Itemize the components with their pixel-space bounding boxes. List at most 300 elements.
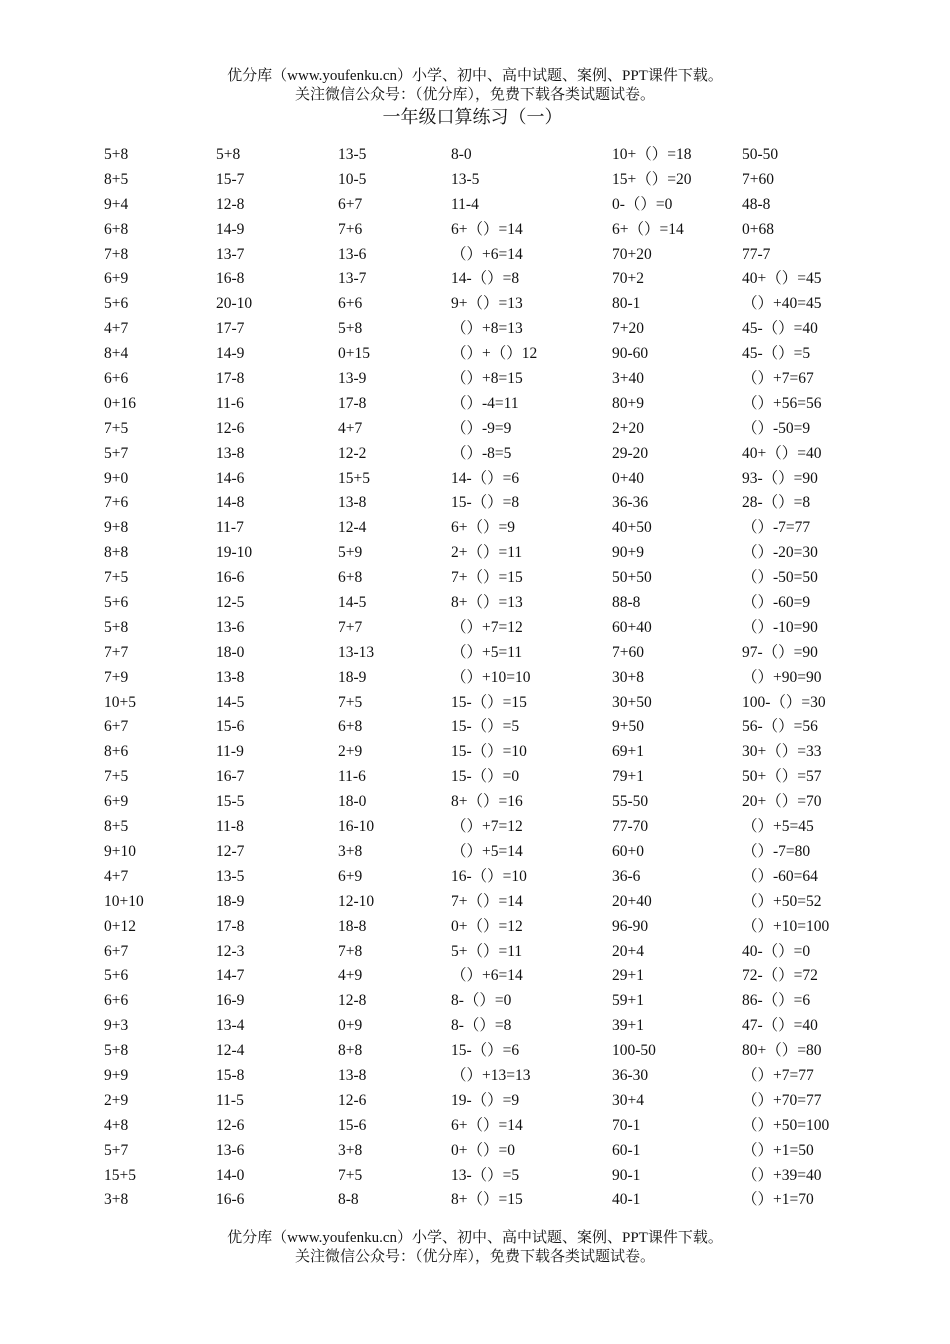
exercise-item: 8-（）=8 — [451, 1017, 512, 1035]
exercise-item: （）+39=40 — [742, 1166, 822, 1184]
exercise-item: 5+6 — [104, 295, 129, 313]
exercise-row — [0, 767, 950, 792]
exercise-item: 39+1 — [612, 1017, 644, 1035]
exercise-item: 18-8 — [338, 917, 367, 935]
exercise-item: 7+5 — [104, 768, 129, 786]
exercise-item: 28-（）=8 — [742, 494, 811, 512]
exercise-row — [0, 966, 950, 991]
exercise-item: 13-6 — [338, 245, 367, 263]
exercise-item: 6+6 — [104, 992, 129, 1010]
exercise-item: 7+60 — [612, 643, 644, 661]
exercise-item: 0+40 — [612, 469, 644, 487]
exercise-item: 17-8 — [216, 370, 245, 388]
exercise-item: 90-60 — [612, 345, 649, 363]
exercise-item: 90-1 — [612, 1166, 641, 1184]
exercise-item: （）+7=67 — [742, 370, 814, 388]
exercise-item: 15+5 — [338, 469, 370, 487]
exercise-row — [0, 518, 950, 543]
exercise-item: 15-5 — [216, 793, 245, 811]
exercise-item: 20+40 — [612, 892, 652, 910]
exercise-item: 3+40 — [612, 370, 644, 388]
exercise-item: （）+13=13 — [451, 1066, 531, 1084]
exercise-item: 0+15 — [338, 345, 370, 363]
exercise-item: （）+5=45 — [742, 818, 814, 836]
exercise-item: 4+9 — [338, 967, 363, 985]
exercise-item: 4+7 — [338, 419, 363, 437]
exercise-item: 4+8 — [104, 1116, 129, 1134]
exercise-item: （）+1=70 — [742, 1191, 814, 1209]
exercise-item: 96-90 — [612, 917, 649, 935]
exercise-item: 6+7 — [104, 942, 129, 960]
exercise-item: 40-（）=0 — [742, 942, 811, 960]
exercise-item: 9+50 — [612, 718, 644, 736]
exercise-item: 15+（）=20 — [612, 170, 692, 188]
exercise-item: 30+8 — [612, 668, 644, 686]
exercise-item: 40+50 — [612, 519, 652, 537]
exercise-item: 80-1 — [612, 295, 641, 313]
exercise-item: 0+16 — [104, 394, 136, 412]
exercise-item: 2+9 — [104, 1091, 129, 1109]
exercise-row — [0, 717, 950, 742]
exercise-item: 7+9 — [104, 668, 129, 686]
exercise-item: 4+7 — [104, 320, 129, 338]
exercise-item: 16-6 — [216, 1191, 245, 1209]
exercise-row — [0, 892, 950, 917]
exercise-item: 5+8 — [104, 1042, 129, 1060]
exercise-item: 36-30 — [612, 1066, 649, 1084]
exercise-item: 29-20 — [612, 444, 649, 462]
exercise-item: 2+9 — [338, 743, 363, 761]
exercise-item: 0+68 — [742, 220, 774, 238]
exercise-item: 6+9 — [104, 270, 129, 288]
exercise-item: 17-7 — [216, 320, 245, 338]
exercise-item: 5+6 — [104, 594, 129, 612]
exercise-item: 0+9 — [338, 1017, 363, 1035]
exercise-item: 77-70 — [612, 818, 649, 836]
exercise-item: 6+8 — [338, 718, 363, 736]
exercise-item: 13-8 — [338, 494, 367, 512]
exercise-item: 5+8 — [104, 146, 129, 163]
exercise-item: 15-6 — [338, 1116, 367, 1134]
exercise-item: 8+4 — [104, 345, 129, 363]
exercise-item: （）+8=15 — [451, 370, 523, 388]
exercise-item: 12-8 — [216, 195, 245, 213]
exercise-row — [0, 1066, 950, 1091]
exercise-item: 2+（）=11 — [451, 544, 523, 562]
exercise-item: 11-8 — [216, 818, 244, 836]
exercise-item: 3+8 — [104, 1191, 129, 1209]
exercise-row — [0, 419, 950, 444]
exercise-item: 10-5 — [338, 170, 367, 188]
exercise-item: 14-8 — [216, 494, 245, 512]
exercise-item: （）+10=100 — [742, 917, 830, 935]
exercise-item: 50+50 — [612, 569, 652, 587]
exercise-item: 0-（）=0 — [612, 195, 673, 213]
exercise-item: 5+6 — [104, 967, 129, 985]
exercise-row — [0, 369, 950, 394]
exercise-item: 29+1 — [612, 967, 644, 985]
exercise-item: 30+（）=33 — [742, 743, 822, 761]
exercise-item: 6+9 — [338, 867, 363, 885]
exercise-row — [0, 493, 950, 518]
exercise-item: 20-10 — [216, 295, 253, 313]
exercise-item: （）+6=14 — [451, 967, 523, 985]
exercise-item: 8+8 — [104, 544, 129, 562]
exercise-item: 80+（）=80 — [742, 1042, 822, 1060]
exercise-item: 14-5 — [338, 594, 367, 612]
exercise-item: 3+8 — [338, 842, 363, 860]
exercise-item: 15-（）=8 — [451, 494, 520, 512]
exercise-item: 19-10 — [216, 544, 253, 562]
exercise-item: 6+8 — [338, 569, 363, 587]
exercise-item: 7+（）=14 — [451, 892, 523, 910]
exercise-item: 16-（）=10 — [451, 867, 527, 885]
exercise-item: （）+7=77 — [742, 1066, 814, 1084]
exercise-row — [0, 568, 950, 593]
exercise-item: 8+（）=16 — [451, 793, 523, 811]
exercise-row — [0, 867, 950, 892]
exercise-item: 13-5 — [338, 146, 367, 163]
exercise-item: 45-（）=5 — [742, 345, 811, 363]
exercise-item: 50-50 — [742, 146, 779, 163]
exercise-item: 13-8 — [216, 444, 245, 462]
exercise-row — [0, 817, 950, 842]
exercise-item: 16-8 — [216, 270, 245, 288]
exercise-item: 14-6 — [216, 469, 245, 487]
exercise-item: 4+7 — [104, 867, 129, 885]
exercise-item: 6+（）=9 — [451, 519, 515, 537]
exercise-item: 13-9 — [338, 370, 367, 388]
exercise-item: 7+（）=15 — [451, 569, 523, 587]
exercise-item: （）-7=80 — [742, 842, 811, 860]
exercise-item: 60+40 — [612, 618, 652, 636]
exercise-item: 93-（）=90 — [742, 469, 818, 487]
exercise-row — [0, 792, 950, 817]
exercise-item: （）-7=77 — [742, 519, 811, 537]
exercise-item: 15-（）=15 — [451, 693, 527, 711]
exercise-item: 16-9 — [216, 992, 245, 1010]
header-line-1: 优分库（www.youfenku.cn）小学、初中、高中试题、案例、PPT课件下载。 — [227, 68, 723, 84]
exercise-item: （）+70=77 — [742, 1091, 822, 1109]
exercise-item: （）+56=56 — [742, 394, 822, 412]
exercise-row — [0, 1141, 950, 1166]
exercise-item: 0+（）=12 — [451, 917, 523, 935]
exercise-item: 17-8 — [338, 394, 367, 412]
exercise-item: 12-2 — [338, 444, 367, 462]
exercise-item: 18-9 — [216, 892, 245, 910]
exercise-row — [0, 1190, 950, 1215]
exercise-item: 36-6 — [612, 867, 641, 885]
exercise-item: 10+5 — [104, 693, 136, 711]
exercise-item: 20+4 — [612, 942, 644, 960]
exercise-row — [0, 543, 950, 568]
exercise-item: 16-6 — [216, 569, 245, 587]
exercise-item: 14-（）=6 — [451, 469, 520, 487]
exercise-item: 3+8 — [338, 1141, 363, 1159]
exercise-row — [0, 319, 950, 344]
exercise-item: 13-8 — [338, 1066, 367, 1084]
exercise-item: 40-1 — [612, 1191, 641, 1209]
exercise-item: 13-8 — [216, 668, 245, 686]
exercise-item: 50+（）=57 — [742, 768, 822, 786]
exercise-item: （）+8=13 — [451, 320, 523, 338]
exercise-item: （）+7=12 — [451, 618, 523, 636]
exercise-item: 15-（）=10 — [451, 743, 527, 761]
exercise-item: 11-5 — [216, 1091, 244, 1109]
exercise-item: 7+5 — [338, 1166, 363, 1184]
exercise-row — [0, 344, 950, 369]
exercise-item: 59+1 — [612, 992, 644, 1010]
exercise-item: 7+20 — [612, 320, 644, 338]
exercise-row — [0, 991, 950, 1016]
exercise-item: 13-4 — [216, 1017, 245, 1035]
exercise-item: 13-（）=5 — [451, 1166, 520, 1184]
exercise-row — [0, 668, 950, 693]
exercise-item: 70+2 — [612, 270, 644, 288]
exercise-item: 8+6 — [104, 743, 129, 761]
exercise-item: （）-10=90 — [742, 618, 818, 636]
exercise-item: 12-10 — [338, 892, 375, 910]
exercise-item: 5+8 — [338, 320, 363, 338]
footer-line-2: 关注微信公众号：（优分库），免费下载各类试题试卷。 — [294, 1249, 655, 1265]
exercise-item: 11-6 — [338, 768, 366, 786]
exercise-item: 79+1 — [612, 768, 644, 786]
exercise-row — [0, 693, 950, 718]
exercise-item: 17-8 — [216, 917, 245, 935]
exercise-item: （）-60=9 — [742, 594, 811, 612]
exercise-item: 0+12 — [104, 917, 136, 935]
page-title: 一年级口算练习（一） — [382, 107, 563, 127]
exercise-item: （）+5=11 — [451, 643, 523, 661]
exercise-item: 15-（）=0 — [451, 768, 520, 786]
exercise-item: （）+6=14 — [451, 245, 523, 263]
exercise-row — [0, 444, 950, 469]
exercise-item: 9+0 — [104, 469, 129, 487]
exercise-item: 6+6 — [338, 295, 363, 313]
exercise-item: 15+5 — [104, 1166, 136, 1184]
exercise-item: 8-8 — [338, 1191, 359, 1209]
exercise-item: 13-13 — [338, 643, 375, 661]
exercise-item: 6+8 — [104, 220, 129, 238]
exercise-item: 100-（）=30 — [742, 693, 826, 711]
exercise-row — [0, 593, 950, 618]
exercise-item: 5+7 — [104, 444, 129, 462]
exercise-item: 6+7 — [338, 195, 363, 213]
exercise-item: 13-7 — [216, 245, 245, 263]
exercise-item: （）+90=90 — [742, 668, 822, 686]
exercise-item: 5+（）=11 — [451, 942, 523, 960]
exercise-row — [0, 742, 950, 767]
exercise-item: 12-8 — [338, 992, 367, 1010]
exercise-row — [0, 1016, 950, 1041]
exercise-item: 12-3 — [216, 942, 245, 960]
exercise-item: 7+5 — [104, 419, 129, 437]
exercise-item: （）+10=10 — [451, 668, 531, 686]
exercise-item: 9+3 — [104, 1017, 129, 1035]
exercise-item: 8+5 — [104, 170, 129, 188]
exercise-item: 9+（）=13 — [451, 295, 523, 313]
exercise-item: （）+7=12 — [451, 818, 523, 836]
exercise-item: 12-4 — [338, 519, 367, 537]
exercise-row — [0, 195, 950, 220]
exercise-item: 15-（）=6 — [451, 1042, 520, 1060]
exercise-item: 11-7 — [216, 519, 244, 537]
exercise-item: 13-5 — [216, 867, 245, 885]
exercise-row — [0, 942, 950, 967]
exercise-item: 30+50 — [612, 693, 652, 711]
exercise-item: （）+（）12 — [451, 345, 538, 363]
exercise-item: 12-7 — [216, 842, 245, 860]
exercise-item: 8-0 — [451, 146, 472, 163]
exercise-item: 70-1 — [612, 1116, 641, 1134]
exercise-item: 6+6 — [104, 370, 129, 388]
exercise-item: （）+5=14 — [451, 842, 523, 860]
exercise-item: 10+（）=18 — [612, 146, 692, 163]
exercise-item: 13-6 — [216, 618, 245, 636]
exercise-item: 7+8 — [338, 942, 363, 960]
exercise-item: 14-5 — [216, 693, 245, 711]
exercise-row — [0, 469, 950, 494]
exercise-item: （）-50=9 — [742, 419, 811, 437]
exercise-item: （）-50=50 — [742, 569, 818, 587]
exercise-item: 7+8 — [104, 245, 129, 263]
exercise-item: 80+9 — [612, 394, 644, 412]
exercise-item: 13-5 — [451, 170, 480, 188]
exercise-item: （）-9=9 — [451, 419, 512, 437]
exercise-item: （）+50=100 — [742, 1116, 830, 1134]
exercise-item: 7+7 — [104, 643, 129, 661]
exercise-item: （）-4=11 — [451, 394, 519, 412]
footer-line-1: 优分库（www.youfenku.cn）小学、初中、高中试题、案例、PPT课件下载。 — [227, 1230, 723, 1246]
exercise-item: 0+（）=0 — [451, 1141, 515, 1159]
exercise-item: 8+5 — [104, 818, 129, 836]
exercise-item: 15-6 — [216, 718, 245, 736]
exercise-row — [0, 145, 950, 170]
exercise-item: 48-8 — [742, 195, 771, 213]
exercise-item: 7+5 — [104, 569, 129, 587]
exercise-item: 11-6 — [216, 394, 244, 412]
exercise-item: 5+9 — [338, 544, 363, 562]
exercise-item: 5+7 — [104, 1141, 129, 1159]
exercise-row — [0, 394, 950, 419]
exercise-item: 2+20 — [612, 419, 644, 437]
exercise-item: 15-（）=5 — [451, 718, 520, 736]
exercise-item: 5+8 — [216, 146, 241, 163]
exercise-item: 14-9 — [216, 345, 245, 363]
exercise-item: （）-8=5 — [451, 444, 512, 462]
exercise-item: （）-20=30 — [742, 544, 818, 562]
exercise-item: 9+8 — [104, 519, 129, 537]
exercise-item: 9+9 — [104, 1066, 129, 1084]
exercise-grid — [0, 145, 950, 1215]
exercise-item: 30+4 — [612, 1091, 644, 1109]
exercise-item: 11-9 — [216, 743, 244, 761]
exercise-row — [0, 618, 950, 643]
exercise-item: 12-5 — [216, 594, 245, 612]
exercise-row — [0, 643, 950, 668]
exercise-item: 6+（）=14 — [451, 220, 523, 238]
exercise-item: （）+40=45 — [742, 295, 822, 313]
exercise-item: 86-（）=6 — [742, 992, 811, 1010]
exercise-item: 97-（）=90 — [742, 643, 818, 661]
exercise-item: （）+1=50 — [742, 1141, 814, 1159]
exercise-item: 9+4 — [104, 195, 129, 213]
exercise-item: 69+1 — [612, 743, 644, 761]
exercise-item: 7+6 — [104, 494, 129, 512]
exercise-row — [0, 269, 950, 294]
exercise-item: （）-60=64 — [742, 867, 818, 885]
exercise-item: 8+（）=13 — [451, 594, 523, 612]
exercise-item: 16-10 — [338, 818, 375, 836]
exercise-item: 18-9 — [338, 668, 367, 686]
exercise-row — [0, 294, 950, 319]
exercise-row — [0, 1116, 950, 1141]
exercise-item: 15-7 — [216, 170, 245, 188]
exercise-item: 8-（）=0 — [451, 992, 512, 1010]
exercise-item: 14-7 — [216, 967, 245, 985]
exercise-item: 45-（）=40 — [742, 320, 818, 338]
exercise-item: 11-4 — [451, 195, 479, 213]
exercise-row — [0, 1041, 950, 1066]
exercise-row — [0, 245, 950, 270]
exercise-item: 40+（）=45 — [742, 270, 822, 288]
exercise-item: 77-7 — [742, 245, 771, 263]
exercise-item: 7+5 — [338, 693, 363, 711]
exercise-item: 10+10 — [104, 892, 144, 910]
exercise-item: 88-8 — [612, 594, 641, 612]
exercise-item: 7+60 — [742, 170, 774, 188]
exercise-item: 40+（）=40 — [742, 444, 822, 462]
exercise-item: 6+（）=14 — [451, 1116, 523, 1134]
exercise-row — [0, 842, 950, 867]
exercise-item: 6+7 — [104, 718, 129, 736]
exercise-row — [0, 1091, 950, 1116]
exercise-item: 56-（）=56 — [742, 718, 818, 736]
exercise-row — [0, 1166, 950, 1191]
exercise-item: 36-36 — [612, 494, 649, 512]
exercise-item: 12-6 — [338, 1091, 367, 1109]
exercise-item: 60+0 — [612, 842, 644, 860]
exercise-item: 100-50 — [612, 1042, 656, 1060]
exercise-item: 90+9 — [612, 544, 644, 562]
exercise-item: 14-（）=8 — [451, 270, 520, 288]
exercise-item: 5+8 — [104, 618, 129, 636]
exercise-row — [0, 917, 950, 942]
exercise-item: 19-（）=9 — [451, 1091, 520, 1109]
exercise-item: 55-50 — [612, 793, 649, 811]
exercise-item: 47-（）=40 — [742, 1017, 818, 1035]
exercise-item: 9+10 — [104, 842, 136, 860]
exercise-item: （）+50=52 — [742, 892, 822, 910]
exercise-item: 6+9 — [104, 793, 129, 811]
exercise-item: 13-7 — [338, 270, 367, 288]
exercise-item: 16-7 — [216, 768, 245, 786]
exercise-item: 13-6 — [216, 1141, 245, 1159]
exercise-item: 12-4 — [216, 1042, 245, 1060]
exercise-item: 18-0 — [338, 793, 367, 811]
exercise-item: 20+（）=70 — [742, 793, 822, 811]
exercise-item: 8+8 — [338, 1042, 363, 1060]
exercise-item: 72-（）=72 — [742, 967, 818, 985]
exercise-item: 14-0 — [216, 1166, 245, 1184]
exercise-item: 18-0 — [216, 643, 245, 661]
exercise-item: 7+7 — [338, 618, 363, 636]
exercise-row — [0, 220, 950, 245]
exercise-item: 70+20 — [612, 245, 652, 263]
exercise-item: 7+6 — [338, 220, 363, 238]
exercise-item: 6+（）=14 — [612, 220, 684, 238]
exercise-item: 12-6 — [216, 419, 245, 437]
